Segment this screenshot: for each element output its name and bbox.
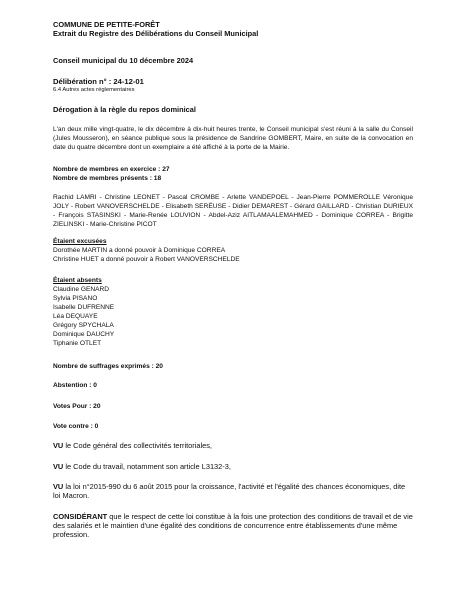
visa-text: la loi n°2015-990 du 6 août 2015 pour la croissance, l'activité et l'égalité des chances économiques, dite loi Macron. (53, 482, 406, 501)
commune-name: COMMUNE DE PETITE-FORÊT (53, 20, 160, 29)
members-present: Nombre de membres présents : 18 (53, 175, 162, 182)
suffrages-expressed: Nombre de suffrages exprimés : 20 (53, 363, 163, 370)
present-members-list: Rachid LAMRI - Christine LEONET - Pascal CROMBE - Arlette VANDEPOEL - Jean-Pierre POMMEROLLE Véronique JOLY - Robert VANOVERSCHELDE - Elisabeth SERËUSE - Didier DEMAREST - Gérard GAILLARD - Christian DURIEUX - François STASINSKI - Marie-Renée LOUVION - Abdel-Aziz AITLAMAALEMAHMED - Dominique CORREA - Brigitte ZIELINSKI - Marie-Christine PICOT (53, 194, 413, 228)
abstention-count: Abstention : 0 (53, 382, 97, 389)
visa-label: VU (53, 462, 64, 471)
absent-name: Claudine GENARD (53, 286, 110, 293)
considerant-paragraph (53, 512, 413, 540)
excused-line: Christine HUET a donné pouvoir à Robert VANOVERSCHELDE (53, 256, 240, 263)
visa-line (53, 441, 413, 450)
excused-heading: Étaient excusées (53, 238, 107, 245)
absent-name: Léa DEQUAYE (53, 313, 98, 320)
visa-label: VU (53, 482, 64, 491)
visa-text: le Code du travail, notamment son article L3132-3, (63, 462, 231, 471)
absent-section (53, 276, 413, 348)
deliberation-number: Délibération n° : 24-12-01 (53, 77, 144, 86)
visa-line (53, 482, 413, 500)
votes-against-count: Vote contre : 0 (53, 423, 99, 430)
absent-heading: Étaient absents (53, 277, 102, 284)
visa-label: VU (53, 441, 64, 450)
document-header (53, 20, 413, 38)
excused-section (53, 237, 413, 264)
meeting-title: Conseil municipal du 10 décembre 2024 (53, 56, 194, 65)
deliberation-category: 6.4 Autres actes réglementaires (53, 87, 135, 94)
considerant-text: que le respect de cette loi constitue à la fois une protection des conditions de travail et de vie des salariés et le maintien d'une égalité des conditions de concurrence entre établissements d'une même profession. (53, 512, 413, 540)
visa-text: le Code général des collectivités territoriales, (63, 441, 212, 450)
preamble-paragraph: L'an deux mille vingt-quatre, le dix décembre à dix-huit heures trente, le Conseil municipal s'est réuni à la salle du Conseil (Jules Mousseron), en séance publique sous la présidence de Sandrine GOMBERT, Maire, en suite de la convocation en date du quatre décembre dont un exemplaire a été affiché à la porte de la Mairie. (53, 126, 413, 151)
register-extract-title: Extrait du Registre des Délibérations du Conseil Municipal (53, 29, 259, 39)
absent-name: Isabelle DUFRENNE (53, 304, 115, 311)
absent-name: Dominique DAUCHY (53, 331, 115, 338)
member-counts (53, 165, 413, 183)
votes-for-count: Votes Pour : 20 (53, 403, 101, 410)
considerant-label: CONSIDÉRANT (53, 512, 108, 521)
absent-name: Sylvia PISANO (53, 295, 98, 302)
absent-name: Tiphanie OTLET (53, 340, 102, 347)
absent-name: Grégory SPYCHALA (53, 322, 114, 329)
deliberation-info (53, 77, 413, 94)
members-in-office: Nombre de membres en exercice : 27 (53, 166, 170, 173)
deliberation-subject: Dérogation à la règle du repos dominical (53, 105, 196, 114)
visa-line (53, 462, 413, 471)
excused-line: Dorothée MARTIN a donné pouvoir à Dominique CORREA (53, 247, 226, 254)
